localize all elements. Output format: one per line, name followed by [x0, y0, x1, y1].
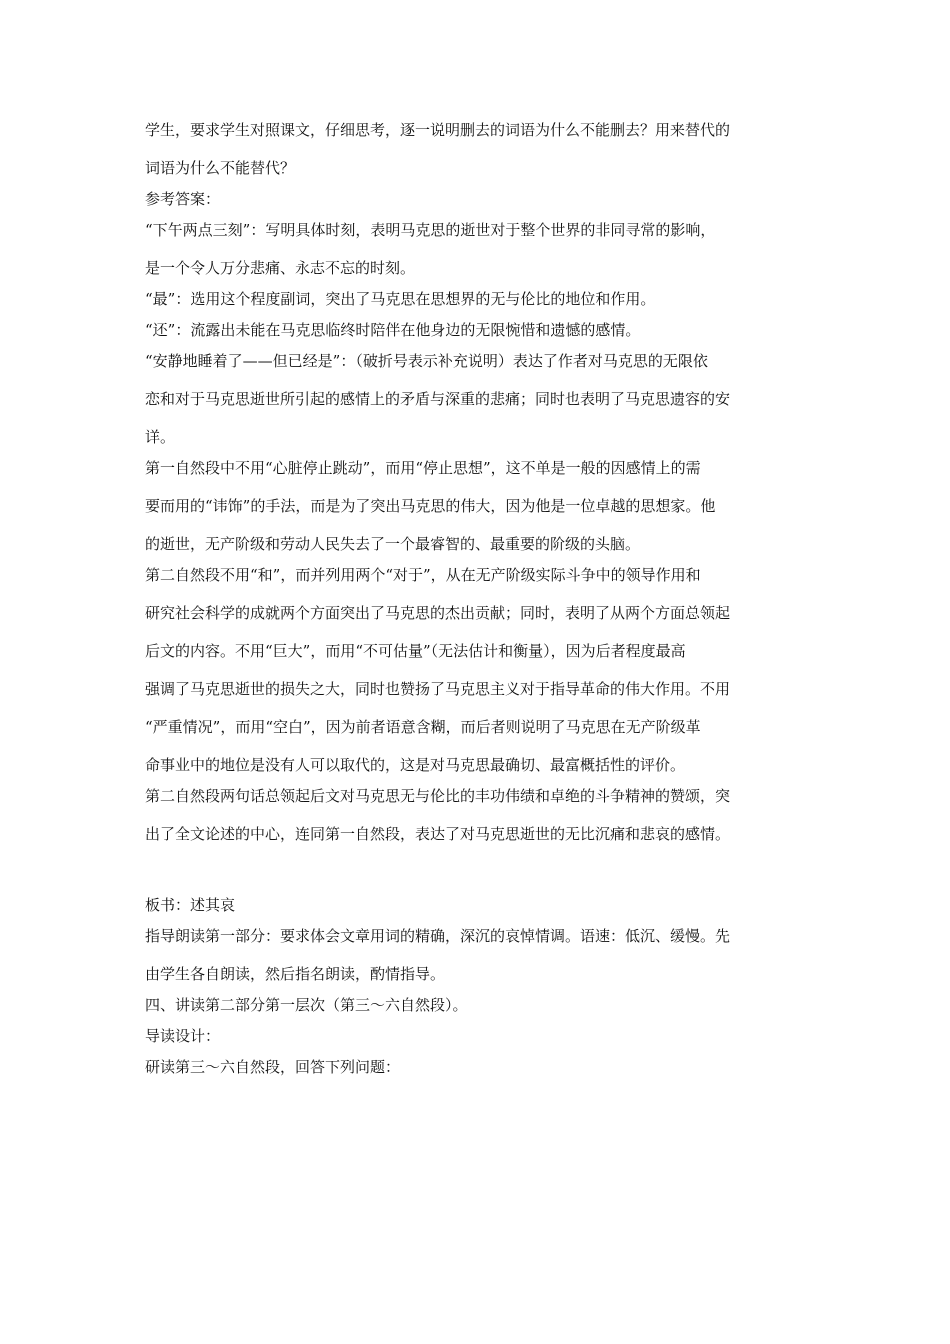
text-line: 词语为什么不能替代？	[145, 159, 296, 177]
text-line: 导读设计：	[145, 1027, 221, 1045]
text-line: 参考答案：	[145, 190, 221, 208]
text-line: 研究社会科学的成就两个方面突出了马克思的杰出贡献；同时，表明了从两个方面总领起	[145, 604, 731, 622]
text-line: 详。	[145, 428, 176, 446]
text-line: “下午两点三刻”：写明具体时刻，表明马克思的逝世对于整个世界的非同寻常的影响，	[145, 221, 716, 239]
text-line: 第二自然段两句话总领起后文对马克思无与伦比的丰功伟绩和卓绝的斗争精神的赞颂，突	[145, 787, 731, 805]
text-line: 研读第三～六自然段，回答下列问题：	[145, 1058, 401, 1076]
text-line: 命事业中的地位是没有人可以取代的，这是对马克思最确切、最富概括性的评价。	[145, 756, 686, 774]
text-line: 后文的内容。不用“巨大”，而用“不可估量”（无法估计和衡量），因为后者程度最高	[145, 642, 686, 660]
text-line: 板书：述其哀	[145, 896, 236, 914]
text-line: 是一个令人万分悲痛、永志不忘的时刻。	[145, 259, 416, 277]
text-line: 恋和对于马克思逝世所引起的感情上的矛盾与深重的悲痛；同时也表明了马克思遗容的安	[145, 390, 731, 408]
text-line: 由学生各自朗读，然后指名朗读，酌情指导。	[145, 965, 446, 983]
text-line: 强调了马克思逝世的损失之大，同时也赞扬了马克思主义对于指导革命的伟大作用。不用	[145, 680, 731, 698]
blank-gap	[145, 844, 810, 884]
text-line: “还”：流露出未能在马克思临终时陪伴在他身边的无限惋惜和遗憾的感情。	[145, 321, 641, 339]
text-line: 出了全文论述的中心，连同第一自然段，表达了对马克思逝世的无比沉痛和悲哀的感情。	[145, 825, 731, 843]
text-line: 的逝世，无产阶级和劳动人民失去了一个最睿智的、最重要的阶级的头脑。	[145, 535, 641, 553]
text-line: 学生，要求学生对照课文，仔细思考，逐一说明删去的词语为什么不能删去？用来替代的	[145, 121, 731, 139]
text-line: 指导朗读第一部分：要求体会文章用词的精确，深沉的哀悼情调。语速：低沉、缓慢。先	[145, 927, 731, 945]
text-line: “最”：选用这个程度副词，突出了马克思在思想界的无与伦比的地位和作用。	[145, 290, 656, 308]
text-line: 要而用的“讳饰”的手法，而是为了突出马克思的伟大，因为他是一位卓越的思想家。他	[145, 497, 716, 515]
text-line: 第一自然段中不用“心脏停止跳动”，而用“停止思想”，这不单是一般的因感情上的需	[145, 459, 701, 477]
document-page	[145, 120, 810, 1077]
text-line: “安静地睡着了——但已经是”：（破折号表示补充说明）表达了作者对马克思的无限依	[145, 352, 708, 370]
text-line: 四、讲读第二部分第一层次（第三～六自然段）。	[145, 996, 468, 1014]
text-line: 第二自然段不用“和”，而并列用两个“对于”，从在无产阶级实际斗争中的领导作用和	[145, 566, 701, 584]
text-line: “严重情况”，而用“空白”，因为前者语意含糊，而后者则说明了马克思在无产阶级革	[145, 718, 701, 736]
